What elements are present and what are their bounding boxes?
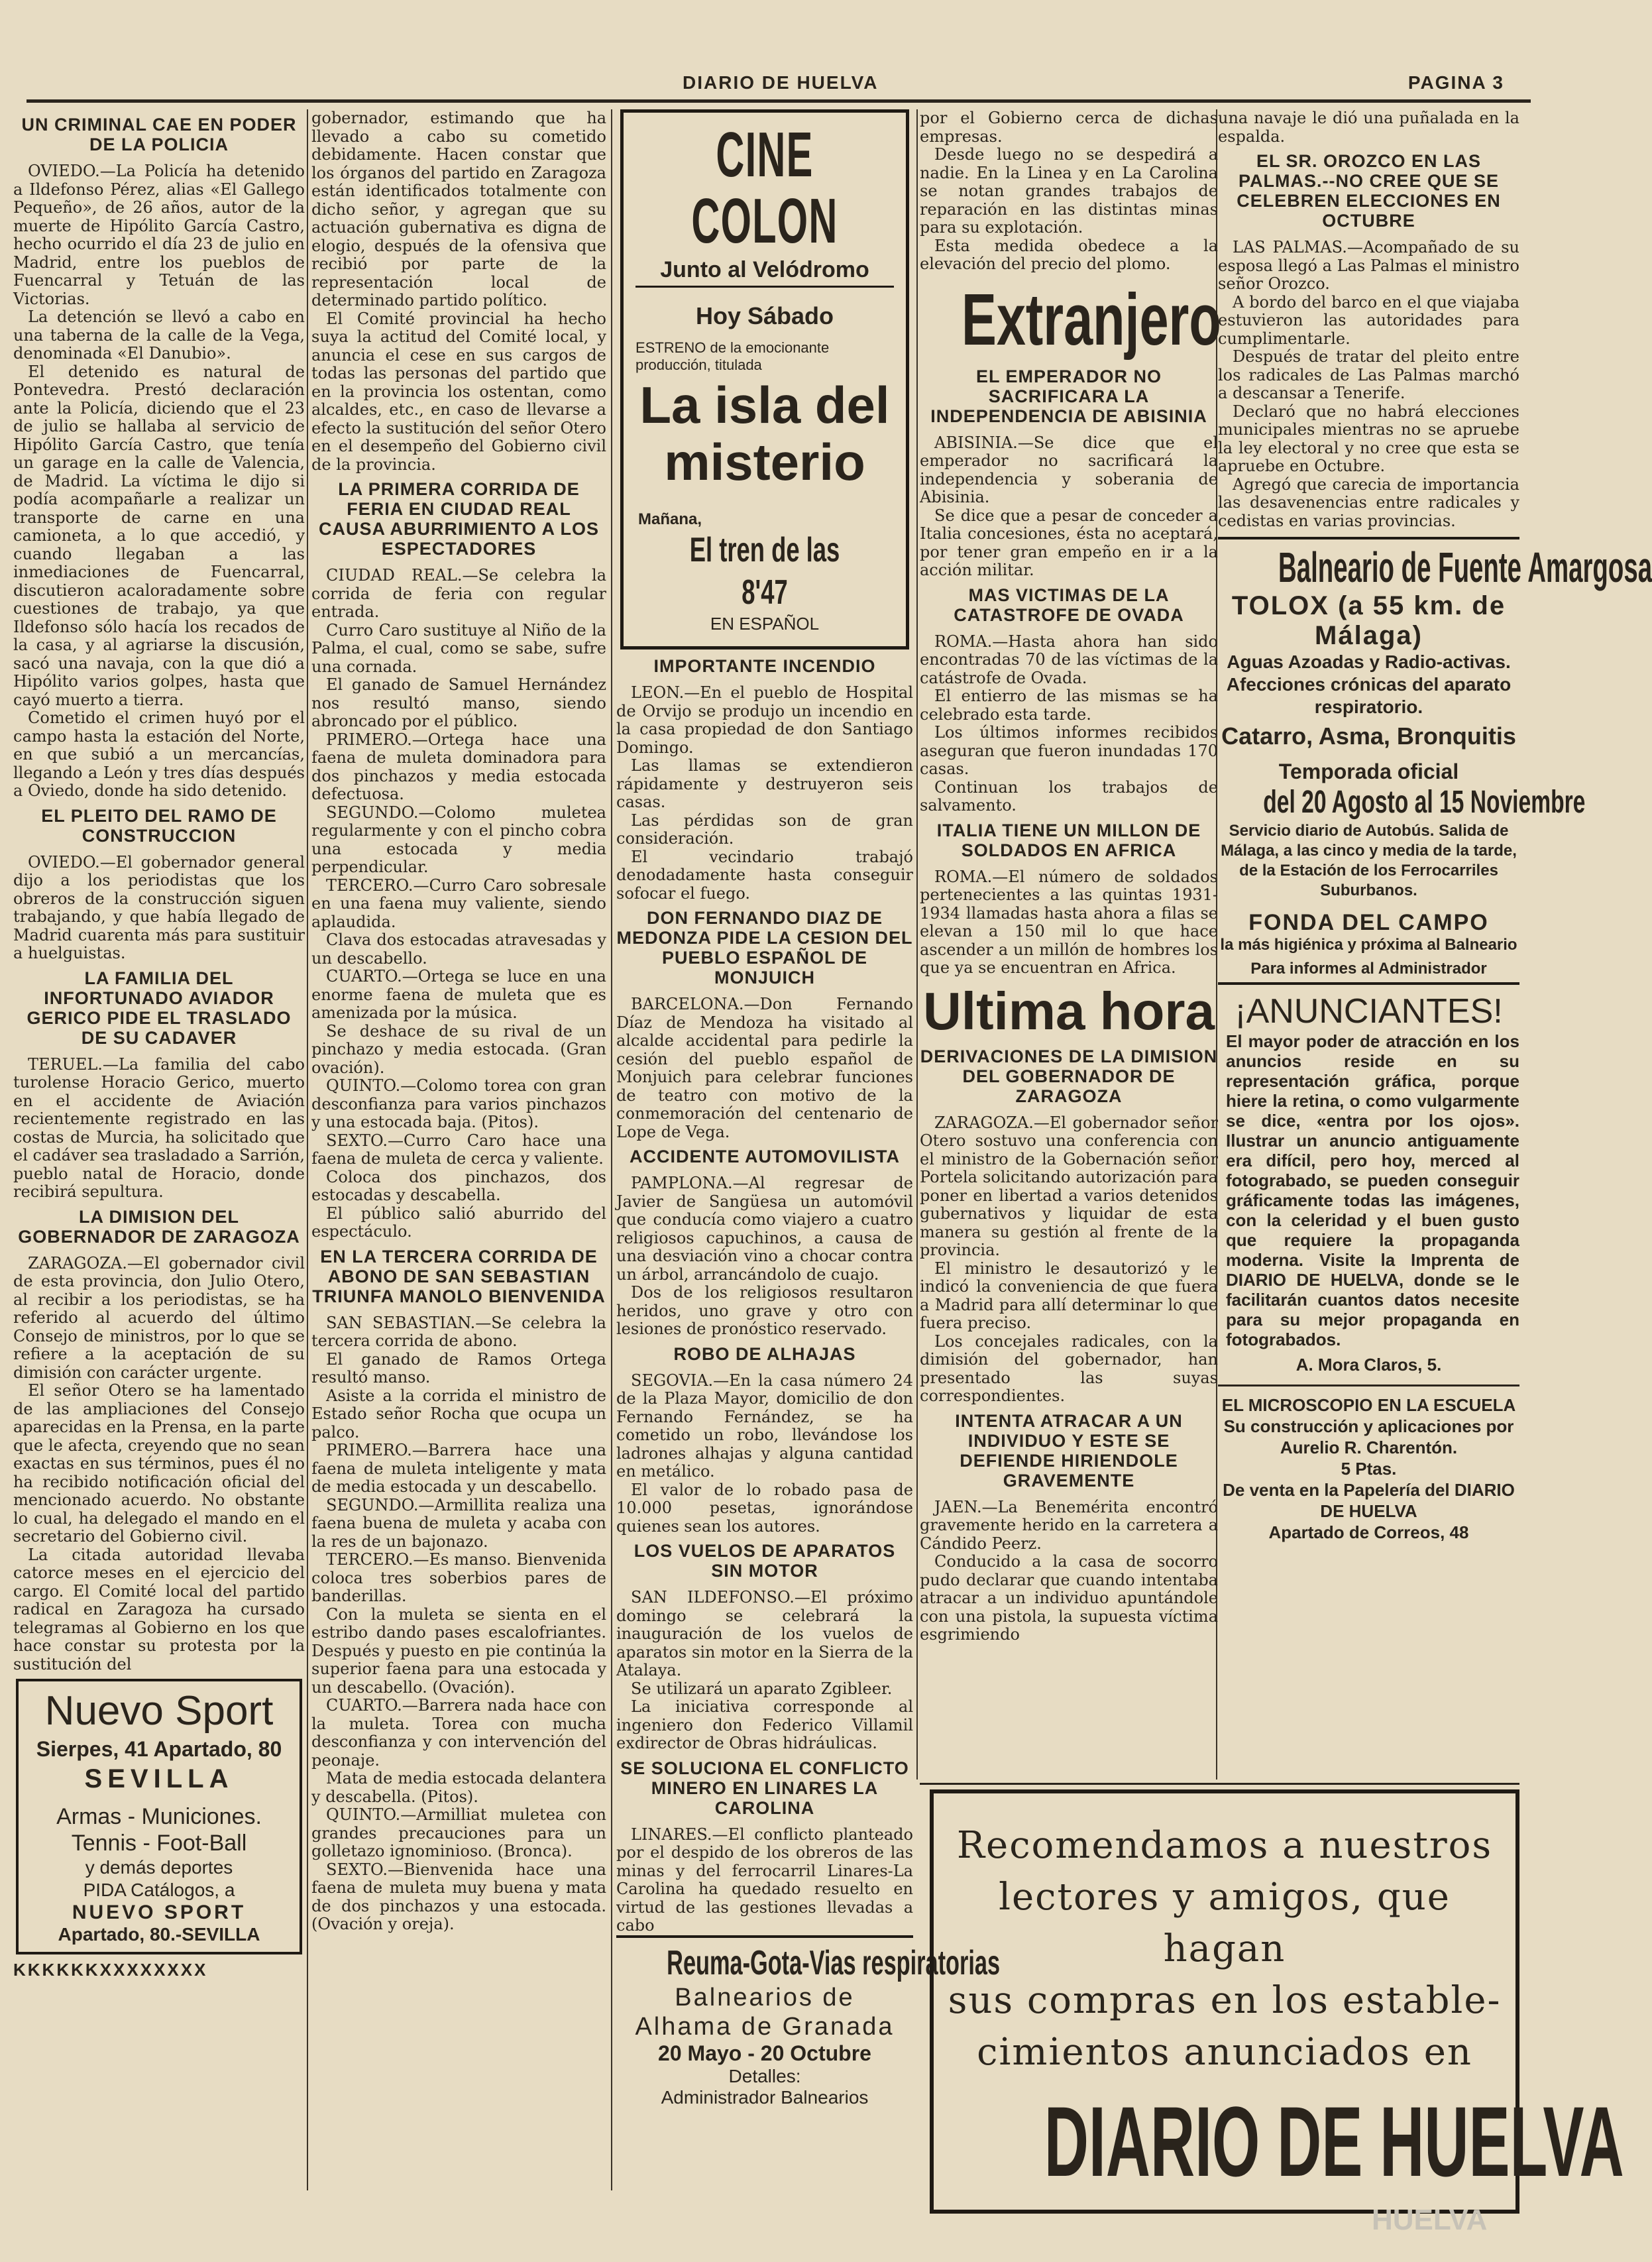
- nuevo-sport-ad: [16, 1679, 302, 1954]
- ad-line: De venta en la Papelería del DIARIO DE HUELVA: [1223, 1480, 1515, 1521]
- article-text: Dos de los religiosos resultaron heridos, uno grave y otro con lesiones de pronóstico reservado.: [616, 1283, 913, 1338]
- ad-line: y demás deportes: [85, 1857, 233, 1878]
- article-text: JAEN.—La Benemérita encontró gravemente herido en la carretera a Cándido Peerz.: [920, 1497, 1218, 1553]
- tomorrow-label: Mañana,: [638, 510, 702, 528]
- ad-line: Alhama de Granada: [635, 2012, 895, 2041]
- article-text: La iniciativa corresponde al ingeniero don Federico Villamil exdirector de Obras hidráulicas.: [616, 1697, 913, 1752]
- article-text: Asiste a la corrida el ministro de Estado señor Rocha que ocupa un palco.: [311, 1386, 606, 1442]
- article-text: LAS PALMAS.—Acompañado de su esposa llegó a Las Palmas el ministro señor Orozco.: [1218, 238, 1519, 293]
- article-text: SAN ILDEFONSO.—El próximo domingo se celebrará la inauguración de los vuelos de aparatos sin motor en la Sierra de la Atalaya.: [616, 1588, 913, 1679]
- ad-line: FONDA DEL CAMPO: [1248, 910, 1489, 935]
- ad-title: ¡ANUNCIANTES!: [1235, 992, 1503, 1031]
- ad-line: 20 Mayo - 20 Octubre: [658, 2041, 871, 2065]
- article-headline: LA PRIMERA CORRIDA DE FERIA EN CIUDAD REAL CAUSA ABURRIMIENTO A LOS ESPECTADORES: [318, 479, 599, 559]
- microscopio-ad: [1218, 1394, 1519, 1543]
- article-text: El público salió aburrido del espectáculo.: [311, 1204, 606, 1241]
- article-text: Las llamas se extendieron rápidamente y destruyeron seis casas.: [616, 756, 913, 811]
- article-text: TERCERO.—Curro Caro sobresale en una faena muy valiente, siendo aplaudida.: [311, 876, 606, 931]
- article-text: una navaje le dió una puñalada en la espalda.: [1218, 109, 1519, 146]
- ad-line: Detalles:: [728, 2065, 801, 2086]
- divider: [1218, 1385, 1519, 1386]
- article-text: Se dice que a pesar de conceder a Italia concesiones, ésta no aceptará, por tener gran empeño en ir a la acción militar.: [920, 506, 1218, 579]
- article-text: QUINTO.—Colomo torea con gran desconfianza para varios pinchazos y una estocada baja. (Pitos).: [311, 1076, 606, 1131]
- column-rule: [307, 109, 308, 2190]
- page-number: PAGINA 3: [1407, 72, 1504, 93]
- recommendation-box: [930, 1789, 1624, 2214]
- ad-name: Nuevo Sport: [44, 1688, 274, 1734]
- ad-title: Balneario de Fuente Amargosa: [1278, 543, 1652, 591]
- ad-line: Tennis - Foot-Ball: [71, 1831, 247, 1856]
- article-text: El vecindario trabajó denodadamente hasta conseguir sofocar el fuego.: [616, 847, 913, 903]
- article-text: El ganado de Samuel Hernández nos resultó manso, siendo abroncado por el público.: [311, 675, 606, 730]
- reco-line: cimientos anunciados en: [977, 2031, 1472, 2074]
- column-2: [311, 109, 606, 2190]
- ornament-row: KKKKKKXXXXXXXX: [13, 1960, 208, 1980]
- premiere-note: ESTRENO de la emocionante producción, titulada: [635, 339, 830, 373]
- article-text: Las pérdidas son de gran consideración.: [616, 811, 913, 848]
- article-headline: IMPORTANTE INCENDIO: [653, 656, 876, 676]
- reco-line: sus compras en los estable-: [948, 1979, 1502, 2022]
- article-headline: INTENTA ATRACAR A UN INDIVIDUO Y ESTE SE DEFIENDE HIRIENDOLE GRAVEMENTE: [955, 1410, 1183, 1491]
- article-text: LINARES.—El conflicto planteado por el despido de los obreros de las minas y del ferrocarril Linares-La Carolina ha quedado resuelto en virtud de las gestiones llevadas a cabo: [616, 1825, 913, 1935]
- article-text: TERUEL.—La familia del cabo turolense Horacio Gerico, muerto en el accidente de Aviación recientemente registrado en las costas de Murcia, ha solicitado que el cadáver sea trasladado a Sarrión, pueblo natal de Horacio, donde recibirá sepultura.: [13, 1054, 305, 1201]
- article-text: Curro Caro sustituye al Niño de la Palma, el cual, como se sabe, sufre una cornada.: [311, 620, 606, 676]
- column-rule: [611, 109, 612, 2190]
- article-text: ABISINIA.—Se dice que el emperador no sacrificará la independencia y soberania de Abisinia.: [920, 433, 1218, 506]
- article-text: El valor de lo robado pasa de 10.000 pesetas, ignorándose quienes sean los autores.: [616, 1480, 913, 1536]
- article-headline: ACCIDENTE AUTOMOVILISTA: [629, 1147, 900, 1166]
- ad-line: Balnearios de: [675, 1983, 855, 2011]
- article-text: SEGUNDO.—Armillita realiza una faena buena de muleta y acaba con la res de un bajonazo.: [311, 1495, 606, 1551]
- article-text: OVIEDO.—La Policía ha detenido a Ildefonso Pérez, alias «El Gallego Pequeño», de 26 años, autor de la muerte de Hipólito García Castro, hecho ocurrido el día 23 de julio en Madrid, entre los pueblos de Fuencarral y Tetuán de las Victorias.: [13, 162, 305, 308]
- article-text: gobernador, estimando que ha llevado a cabo su cometido debidamente. Hacen constar que los órganos del partido en Zaragoza están identificados totalmente con dicho señor, y agregan que su actuación gubernativa es digna de elogio, después de la ofensiva que recibió por parte de la representación local de determinado partido político.: [311, 109, 606, 310]
- article-text: SEXTO.—Curro Caro hace una faena de muleta de cerca y valiente.: [311, 1131, 606, 1168]
- ad-location: TOLOX (a 55 km. de Málaga): [1231, 591, 1506, 650]
- article-text: Desde luego no se despedirá a nadie. En la Linea y en La Carolina se notan grandes trabajos de reparación en las distintas minas para su explotación.: [920, 145, 1218, 237]
- alhama-balnearios-ad: [616, 1935, 1001, 2108]
- reco-line: lectores y amigos, que hagan: [999, 1876, 1451, 1970]
- cinema-name: CINE COLON: [691, 119, 838, 256]
- ad-line: Catarro, Asma, Bronquitis: [1221, 722, 1516, 750]
- article-text: PRIMERO.—Ortega hace una faena de muleta dominadora para dos pinchazos y media estocada defectuosa.: [311, 730, 606, 803]
- article-text: El ministro le desautorizó y le indicó la conveniencia de que fuera a Madrid para allí determinar lo que fuera preciso.: [920, 1259, 1218, 1332]
- article-text: SAN SEBASTIAN.—Se celebra la tercera corrida de abono.: [311, 1313, 606, 1350]
- article-text: Los concejales radicales, con la dimisión del gobernador, han presentado las suyas correspondientes.: [920, 1331, 1218, 1405]
- column-1: [13, 109, 305, 2190]
- paper-title: DIARIO DE HUELVA: [683, 72, 879, 93]
- column-3: [616, 109, 1001, 2190]
- ad-line: Administrador Balnearios: [661, 2086, 869, 2108]
- article-text: OVIEDO.—El gobernador general dijo a los periodistas que los obreros de la construcción siguen trabajando, y que había llegado de Madrid cuarenta más para sustituir a huelguistas.: [13, 852, 305, 962]
- article-text: El ganado de Ramos Ortega resultó manso.: [311, 1349, 606, 1386]
- article-headline: ROBO DE ALHAJAS: [673, 1343, 856, 1364]
- column-rule: [916, 109, 918, 1780]
- column-5: [1218, 109, 1652, 1780]
- film-title-2: El tren de las 8'47: [689, 531, 840, 612]
- article-headline: UN CRIMINAL CAE EN PODER DE LA POLICIA: [21, 115, 297, 154]
- section-heading: Extranjero: [962, 278, 1221, 361]
- article-text: El Comité provincial ha hecho suya la actitud del Comité local, y anuncia el cese en sus cargos de todas las personas del partido que en la provincia los ostentan, como alcaldes, etc., en caso de llevarse a efecto la sustitución del señor Otero en el desempeño del Gobierno civil de la provincia.: [311, 309, 606, 474]
- article-headline: EL PLEITO DEL RAMO DE CONSTRUCCION: [41, 805, 277, 846]
- film-language: EN ESPAÑOL: [710, 614, 820, 634]
- article-text: Clava dos estocadas atravesadas y un descabello.: [311, 931, 606, 968]
- article-headline: SE SOLUCIONA EL CONFLICTO MINERO EN LINARES LA CAROLINA: [620, 1758, 909, 1818]
- ad-line: PIDA Catálogos, a: [83, 1880, 235, 1900]
- ad-signature: A. Mora Claros, 5.: [1295, 1355, 1442, 1375]
- reco-paper-name: DIARIO DE HUELVA: [1044, 2086, 1624, 2197]
- article-text: Esta medida obedece a la elevación del precio del plomo.: [920, 236, 1218, 273]
- article-headline: ITALIA TIENE UN MILLON DE SOLDADOS EN AFRICA: [936, 820, 1201, 860]
- ad-line: del 20 Agosto al 15 Noviembre: [1263, 785, 1586, 820]
- masthead: [27, 66, 1531, 103]
- article-text: El entierro de las mismas se ha celebrado esta tarde.: [920, 687, 1218, 724]
- ad-price: 5 Ptas.: [1341, 1459, 1397, 1479]
- article-text: ZARAGOZA.—El gobernador civil de esta provincia, don Julio Otero, al recibir a los periodistas, se ha referido al acuerdo del último Consejo de ministros, por lo que se refiere a la aceptación de su dimisión con carácter urgente.: [13, 1253, 305, 1382]
- article-text: BARCELONA.—Don Fernando Díaz de Mendoza ha visitado al alcalde accidental para pedirle la cesión del pueblo español de Monjuich para celebrar funciones de teatro con motivo de la conmemoración del centenario de Lope de Vega.: [616, 995, 913, 1141]
- ad-line: Su construcción y aplicaciones por Aurelio R. Charentón.: [1223, 1416, 1514, 1457]
- article-text: El señor Otero se ha lamentado de las ampliaciones del Consejo aparecidas en la Prensa, en la parte que le afecta, creyendo que no sean exactas en sus términos, pues él no ha recibido notificación oficial del mencionado acuerdo. No obstante lo cual, ha delegado el mando en el secretario del Gobierno civil.: [13, 1381, 305, 1546]
- article-text: Mata de media estocada delantera y descabella. (Pitos).: [311, 1769, 606, 1806]
- ad-line: Servicio diario de Autobús. Salida de Málaga, a las cinco y media de la tarde, de la Estación de los Ferrocarriles Suburbanos.: [1221, 822, 1517, 899]
- article-text: TERCERO.—Es manso. Bienvenida coloca tres soberbios pares de banderillas.: [311, 1550, 606, 1605]
- article-text: SEGUNDO.—Colomo muletea regularmente y con el pincho cobra una estocada y media perpendicular.: [311, 803, 606, 876]
- article-text: A bordo del barco en el que viajaba estuvieron las autoridades para cumplimentarle.: [1218, 292, 1519, 348]
- cinema-location: Junto al Velódromo: [635, 257, 894, 288]
- article-text: Agregó que carecia de importancia las desavenencias entre radicales y cedistas en varias provincias.: [1218, 475, 1519, 530]
- article-text: Se deshace de su rival de un pinchazo y media estocada. (Gran ovación).: [311, 1021, 606, 1077]
- article-text: SEGOVIA.—En la casa número 24 de la Plaza Mayor, domicilio de don Fernando Fernández, se ha cometido un robo, llevándose los ladrones alhajas y alguna cantidad en metálico.: [616, 1371, 913, 1481]
- ad-line: Temporada oficial: [1278, 760, 1459, 783]
- article-text: Se utilizará un aparato Zgibleer.: [631, 1679, 893, 1698]
- article-headline: DON FERNANDO DIAZ DE MEDONZA PIDE LA CESION DEL PUEBLO ESPAÑOL DE MONJUICH: [616, 908, 913, 988]
- article-headline: LA FAMILIA DEL INFORTUNADO AVIADOR GERICO PIDE EL TRASLADO DE SU CADAVER: [27, 968, 292, 1048]
- article-text: PRIMERO.—Barrera hace una faena de muleta inteligente y mata de media estocada y un descabello.: [311, 1441, 606, 1496]
- ad-address: Sierpes, 41 Apartado, 80: [36, 1737, 282, 1761]
- ad-line: NUEVO SPORT: [72, 1901, 247, 1923]
- ad-line: Apartado de Correos, 48: [1268, 1522, 1469, 1542]
- show-day: Hoy Sábado: [695, 302, 834, 329]
- article-text: La citada autoridad llevaba catorce meses en el ejercicio del cargo. El Comité local del partido radical en Zaragoza ha cursado telegramas al Gobierno en los que hace constar su protesta por la sustitución del: [13, 1545, 305, 1673]
- article-headline: LOS VUELOS DE APARATOS SIN MOTOR: [633, 1541, 896, 1581]
- article-text: Continuan los trabajos de salvamento.: [920, 777, 1218, 815]
- article-headline: EL EMPERADOR NO SACRIFICARA LA INDEPENDENCIA DE ABISINIA: [930, 366, 1207, 426]
- article-text: ROMA.—El número de soldados pertenecientes a las quintas 1931-1934 llamadas hasta ahora a filas se elevan a 150 mil lo que hace ascender a un millón de hombres los que ya se encuentran en Africa.: [920, 867, 1218, 977]
- fuente-amargosa-ad: [1218, 537, 1652, 985]
- article-text: ROMA.—Hasta ahora han sido encontradas 70 de las víctimas de la catástrofe de Ovada.: [920, 632, 1218, 687]
- article-headline: EN LA TERCERA CORRIDA DE ABONO DE SAN SEBASTIAN TRIUNFA MANOLO BIENVENIDA: [312, 1246, 606, 1306]
- article-text: El detenido es natural de Pontevedra. Prestó declaración ante la Policía, diciendo que el 23 de julio se hallaba al servicio de Hipólito García Castro, que tenía un garage en la calle de Valencia, de Madrid. La víctima le dijo si podía acompañarle a realizar un transporte de carne en una camioneta, a lo que accedió, y cuando llegaban a las inmediaciones de Fuencarral, discutieron acaloradamente sobre cuestiones de trabajo, ya que Ildefonso sólo hacía los recados de la casa, y al agriarse la discusión, sacó una navaja, con la que dió a Hipólito varios golpes, hasta que cayó muerto a tierra.: [13, 362, 305, 709]
- article-text: Con la muleta se sienta en el estribo dando pases escalofriantes. Después y puesto en pie continúa la superior faena para una estocada y un descabello. (Ovación).: [311, 1605, 606, 1697]
- article-headline: LA DIMISION DEL GOBERNADOR DE ZARAGOZA: [18, 1206, 300, 1247]
- reco-line: Recomendamos a nuestros: [956, 1824, 1493, 1867]
- article-text: por el Gobierno cerca de dichas empresas.: [920, 109, 1218, 146]
- cine-colon-ad: [620, 109, 909, 650]
- archive-watermark: HUELVA: [1372, 2204, 1488, 2236]
- article-text: Después de tratar del pleito entre los radicales de Las Palmas marchó a descansar a Tenerife.: [1218, 347, 1519, 402]
- ad-city: SEVILLA: [84, 1764, 234, 1793]
- article-text: Coloca dos pinchazos, dos estocadas y descabella.: [311, 1167, 606, 1204]
- article-text: Cometido el crimen huyó por el campo hasta la estación del Norte, en que subió a un mercancías, llegando a León y tres días después a Oviedo, donde ha sido detenido.: [13, 708, 305, 800]
- article-text: CUARTO.—Barrera nada hace con la muleta. Torea con mucha desconfianza y con intervención del peonaje.: [311, 1696, 606, 1770]
- article-headline: DERIVACIONES DE LA DIMISION DEL GOBERNADOR DE ZARAGOZA: [920, 1046, 1218, 1106]
- article-text: LEON.—En el pueblo de Hospital de Orvijo se produjo un incendio en la casa propiedad de don Santiago Domingo.: [616, 683, 913, 757]
- ad-line: Aguas Azoadas y Radio-activas. Afecciones crónicas del aparato respiratorio.: [1226, 651, 1512, 717]
- article-text: Declaró que no habrá elecciones municipales mientras no se apruebe la ley electoral y no cree que esta se apruebe en Octubre.: [1218, 402, 1519, 475]
- ad-body: El mayor poder de atracción en los anuncios reside en su representación gráfica, porque hiere la retina, o como vulgarmente se dice, «entra por los ojos». Ilustrar un anuncio antiguamente era difícil, pero hoy, merced al fotograbado, se pueden conseguir gráficamente todas las imágenes, con la celeridad y el buen gusto que requiere la propaganda moderna. Visite la Imprenta de DIARIO DE HUELVA, donde se le facilitarán cuantos datos necesite para su mejor propaganda en fotograbados.: [1226, 1031, 1519, 1349]
- ad-line: la más higiénica y próxima al Balneario: [1220, 936, 1517, 954]
- article-text: Conducido a la casa de socorro pudo declarar que cuando intentaba atracar a un individuo apuntándole con una pistola, la supuesta víctima esgrimiendo: [920, 1552, 1218, 1644]
- ad-line: Apartado, 80.-SEVILLA: [58, 1924, 260, 1945]
- article-text: ZARAGOZA.—El gobernador señor Otero sostuvo una conferencia con el ministro de la Gobernación señor Portela solicitando autorización para poner en libertad a varios detenidos gubernativos y liquidar de esta manera su gestión al frente de la provincia.: [920, 1113, 1218, 1259]
- ad-title: EL MICROSCOPIO EN LA ESCUELA: [1221, 1395, 1516, 1415]
- article-text: La detención se llevó a cabo en una taberna de la calle de la Vega, denominada «El Danubio».: [13, 308, 305, 363]
- ad-line: Armas - Municiones.: [56, 1804, 262, 1829]
- article-text: QUINTO.—Armilliat muletea con grandes precauciones para un golletazo ignominioso. (Bronca).: [311, 1805, 606, 1860]
- article-text: SEXTO.—Bienvenida hace una faena de muleta muy buena y mata de dos pinchazos y una estocada. (Ovación y oreja).: [311, 1860, 606, 1933]
- article-text: CUARTO.—Ortega se luce en una enorme faena de muleta que es amenizada por la música.: [311, 967, 606, 1022]
- article-headline: EL SR. OROZCO EN LAS PALMAS.--NO CREE QUE SE CELEBREN ELECCIONES EN OCTUBRE: [1237, 151, 1501, 231]
- article-text: CIUDAD REAL.—Se celebra la corrida de feria con regular entrada.: [311, 566, 606, 621]
- anunciantes-ad: [1218, 991, 1519, 1375]
- divider: [920, 1783, 1519, 1785]
- article-headline: MAS VICTIMAS DE LA CATASTROFE DE OVADA: [954, 585, 1184, 625]
- article-text: Los últimos informes recibidos aseguran que fueron inundadas 170 casas.: [920, 723, 1218, 778]
- ad-line: Reuma-Gota-Vias respiratorias: [667, 1943, 1001, 1982]
- ad-line: Para informes al Administrador: [1250, 960, 1487, 978]
- film-title: La isla del misterio: [639, 376, 890, 491]
- column-4: [920, 109, 1221, 1780]
- article-text: PAMPLONA.—Al regresar de Javier de Sangüesa un automóvil que conducía como viajero a cuatro religiosos capuchinos, a causa de una desviación vino a chocar contra un árbol, arrancándolo de cuajo.: [616, 1174, 913, 1284]
- section-heading: Ultima hora: [922, 981, 1215, 1041]
